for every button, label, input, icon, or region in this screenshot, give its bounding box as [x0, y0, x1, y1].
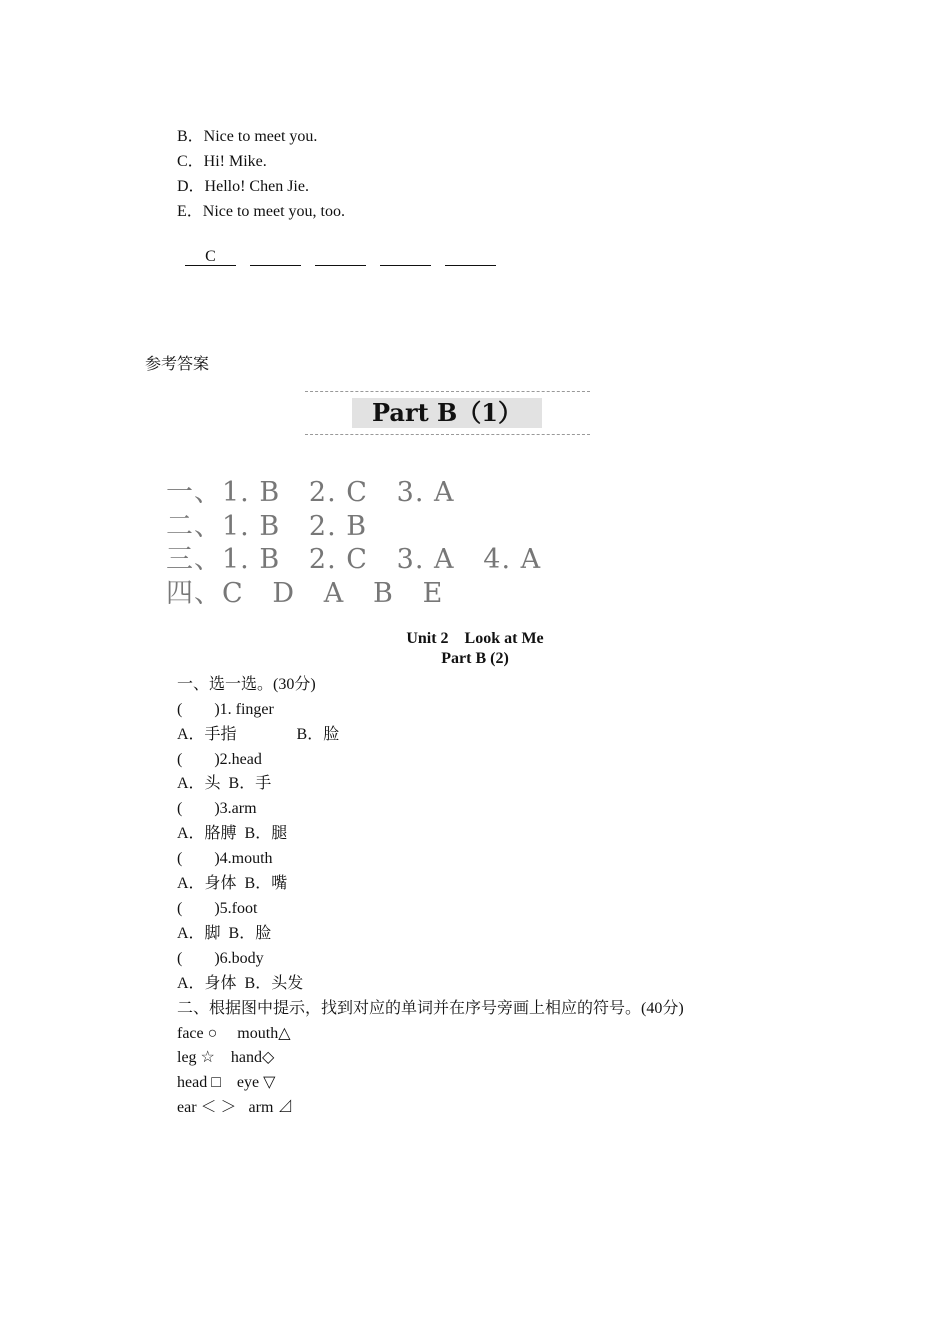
answer-key-image	[150, 380, 610, 610]
answer-blank	[380, 247, 431, 266]
answer-blanks	[177, 226, 510, 266]
question-line: ( )1. finger	[177, 701, 274, 718]
dashed-divider	[305, 391, 590, 392]
option-d: D．Hello! Chen Jie.	[177, 178, 309, 195]
answer-blank	[445, 247, 496, 266]
section2-heading: 二、根据图中提示，找到对应的单词并在序号旁画上相应的符号。(40分)	[177, 1000, 684, 1017]
dashed-divider	[305, 434, 590, 435]
option-b: B．Nice to meet you.	[177, 128, 318, 145]
symbol-line: head □ eye ▽	[177, 1074, 276, 1091]
answer-row: 四、C D A B E	[166, 578, 444, 609]
part-banner: Part B（1）	[352, 398, 542, 428]
choices-line: A．胳膊 B．腿	[177, 825, 288, 842]
question-line: ( )4.mouth	[177, 850, 273, 867]
answer-row: 一、1. B 2. C 3. A	[166, 477, 455, 508]
answer-key-title: 参考答案	[145, 356, 210, 373]
answer-blank	[315, 247, 366, 266]
question-line: ( )6.body	[177, 950, 264, 967]
answer-row: 三、1. B 2. C 3. A 4. A	[166, 544, 542, 575]
choices-line: A．身体 B．嘴	[177, 875, 288, 892]
choices-line: A．脚 B．脸	[177, 925, 272, 942]
answer-blank: C	[185, 247, 236, 266]
unit-title: Unit 2 Look at Me	[406, 630, 544, 647]
choices-line: A．头 B．手	[177, 775, 272, 792]
answer-blank	[250, 247, 301, 266]
option-e: E．Nice to meet you, too.	[177, 203, 345, 220]
question-line: ( )3.arm	[177, 800, 257, 817]
option-c: C．Hi! Mike.	[177, 153, 267, 170]
part-title: Part B (2)	[441, 650, 509, 667]
choices-line: A．手指 B．脸	[177, 726, 340, 743]
section1-heading: 一、选一选。(30分)	[177, 676, 316, 693]
answer-row: 二、1. B 2. B	[166, 511, 368, 542]
choices-line: A．身体 B．头发	[177, 975, 304, 992]
question-line: ( )5.foot	[177, 900, 258, 917]
symbol-line: face ○ mouth△	[177, 1025, 291, 1042]
symbol-line: ear ＜ ＞ arm ⊿	[177, 1099, 294, 1116]
question-line: ( )2.head	[177, 751, 262, 768]
symbol-line: leg ☆ hand◇	[177, 1049, 275, 1066]
